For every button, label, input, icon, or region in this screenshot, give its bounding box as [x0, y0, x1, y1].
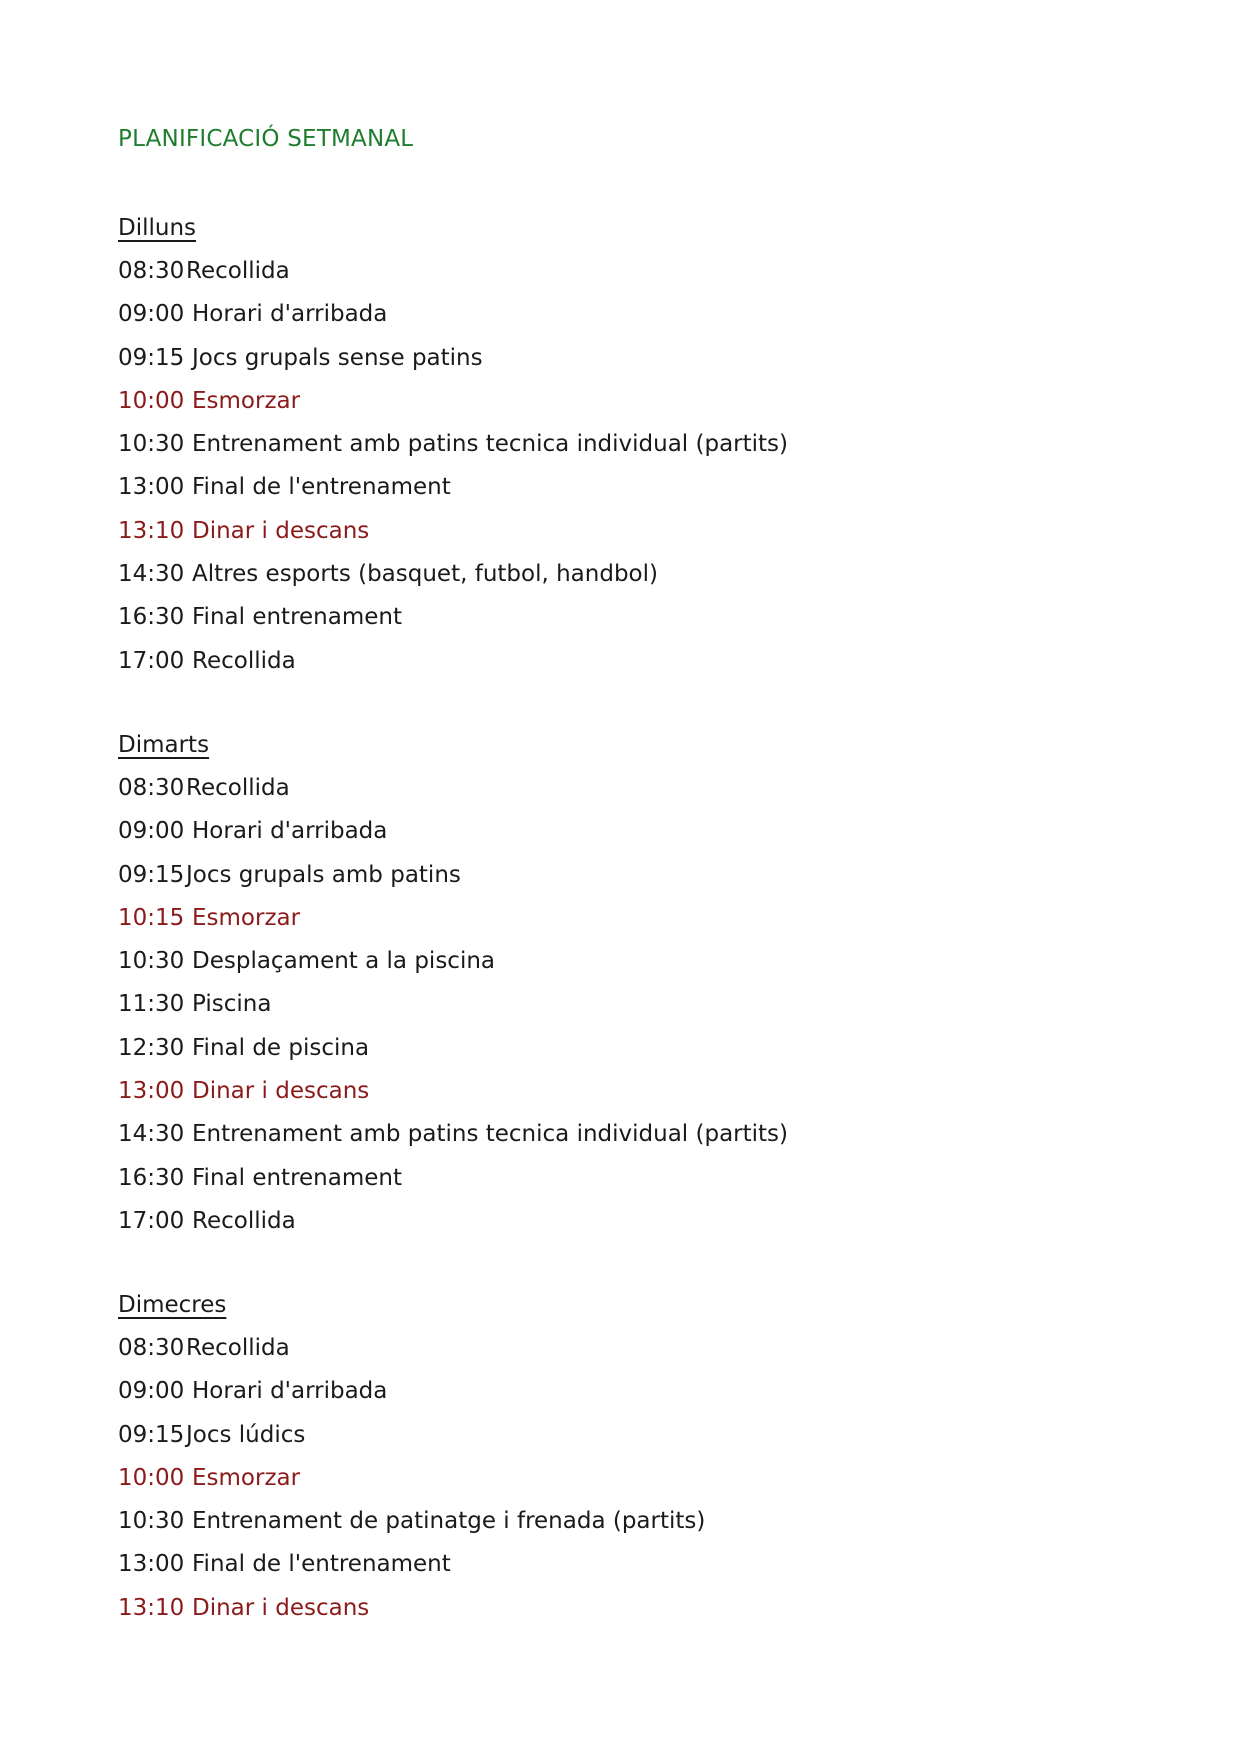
entry-activity: Entrenament de patinatge i frenada (partits) — [192, 1508, 706, 1535]
entry-time: 09:15 — [118, 1421, 185, 1448]
entry-time: 09:15 — [118, 344, 185, 371]
entry-activity: Entrenament amb patins tecnica individual (partits) — [192, 431, 789, 458]
schedule-entry — [118, 1327, 1018, 1370]
entry-activity: Piscina — [192, 991, 272, 1018]
entry-time: 17:00 — [118, 647, 185, 674]
entry-time: 08:30 — [118, 1335, 185, 1361]
entry-time: 13:00 — [118, 1551, 185, 1578]
entry-activity: Horari d'arribada — [192, 1378, 388, 1405]
entry-time: 16:30 — [118, 1164, 185, 1191]
schedule-entry — [118, 293, 1018, 336]
schedule-entry — [118, 767, 1018, 810]
entry-time: 09:00 — [118, 818, 185, 845]
entry-time: 13:00 — [118, 1078, 185, 1105]
schedule-entry — [118, 1157, 1018, 1200]
schedule-entry — [118, 596, 1018, 639]
schedule-entry — [118, 250, 1018, 293]
schedule-entry — [118, 1113, 1018, 1156]
schedule-entry — [118, 1027, 1018, 1070]
schedule-entry — [118, 640, 1018, 683]
entry-time: 10:30 — [118, 431, 185, 458]
schedule-entry-meal — [118, 1457, 1018, 1500]
entry-activity: Esmorzar — [192, 387, 301, 414]
entry-time: 10:00 — [118, 1464, 185, 1491]
schedule-entry-meal — [118, 897, 1018, 940]
entry-activity: Final entrenament — [192, 1164, 402, 1191]
entry-activity: Recollida — [186, 1335, 290, 1361]
entry-time: 10:30 — [118, 1508, 185, 1535]
entry-activity: Entrenament amb patins tecnica individual (partits) — [192, 1121, 789, 1148]
schedule-entry — [118, 1500, 1018, 1543]
entry-time: 10:00 — [118, 387, 185, 414]
schedule-list — [118, 1327, 1018, 1630]
page-title: PLANIFICACIÓ SETMANAL — [118, 126, 414, 152]
schedule-entry — [118, 337, 1018, 380]
schedule-entry-meal — [118, 380, 1018, 423]
entry-activity: Recollida — [192, 647, 296, 674]
entry-activity: Dinar i descans — [192, 1594, 370, 1621]
entry-time: 10:15 — [118, 904, 185, 931]
entry-activity: Recollida — [186, 258, 290, 284]
entry-activity: Jocs grupals sense patins — [192, 344, 483, 371]
entry-activity: Esmorzar — [192, 1464, 301, 1491]
day-heading: Dimarts — [118, 732, 210, 758]
entry-time: 16:30 — [118, 604, 185, 631]
entry-activity: Dinar i descans — [192, 517, 370, 544]
entry-activity: Dinar i descans — [192, 1078, 370, 1105]
entry-time: 13:10 — [118, 517, 185, 544]
schedule-entry — [118, 1414, 1018, 1457]
schedule-entry-meal — [118, 510, 1018, 553]
entry-activity: Final de piscina — [192, 1034, 370, 1061]
schedule-entry — [118, 553, 1018, 596]
day-section-dimecres — [118, 1284, 1018, 1630]
schedule-list — [118, 767, 1018, 1243]
schedule-entry-meal — [118, 1070, 1018, 1113]
entry-activity: Desplaçament a la piscina — [192, 948, 496, 975]
entry-activity: Final entrenament — [192, 604, 402, 631]
day-section-dimarts — [118, 724, 1018, 1243]
schedule-entry — [118, 423, 1018, 466]
day-heading: Dimecres — [118, 1292, 227, 1318]
schedule-entry — [118, 1200, 1018, 1243]
entry-time: 11:30 — [118, 991, 185, 1018]
entry-activity: Final de l'entrenament — [192, 1551, 451, 1578]
entry-time: 09:15 — [118, 861, 185, 888]
entry-time: 10:30 — [118, 948, 185, 975]
schedule-list — [118, 250, 1018, 683]
entry-activity: Jocs grupals amb patins — [186, 861, 461, 888]
schedule-entry — [118, 1370, 1018, 1413]
entry-activity: Jocs lúdics — [186, 1421, 306, 1448]
day-heading: Dilluns — [118, 215, 197, 241]
entry-activity: Final de l'entrenament — [192, 474, 451, 501]
entry-time: 08:30 — [118, 775, 185, 801]
entry-time: 14:30 — [118, 561, 185, 588]
entry-time: 17:00 — [118, 1207, 185, 1234]
entry-activity: Altres esports (basquet, futbol, handbol) — [192, 561, 658, 588]
entry-activity: Recollida — [186, 775, 290, 801]
entry-time: 13:00 — [118, 474, 185, 501]
entry-time: 12:30 — [118, 1034, 185, 1061]
schedule-entry — [118, 983, 1018, 1026]
entry-activity: Recollida — [192, 1207, 296, 1234]
entry-time: 09:00 — [118, 1378, 185, 1405]
entry-activity: Horari d'arribada — [192, 301, 388, 328]
schedule-entry — [118, 1543, 1018, 1586]
entry-activity: Esmorzar — [192, 904, 301, 931]
entry-time: 09:00 — [118, 301, 185, 328]
entry-time: 14:30 — [118, 1121, 185, 1148]
entry-time: 08:30 — [118, 258, 185, 284]
day-section-dilluns — [118, 207, 1018, 683]
entry-activity: Horari d'arribada — [192, 818, 388, 845]
schedule-entry — [118, 466, 1018, 509]
schedule-entry — [118, 810, 1018, 853]
schedule-entry — [118, 940, 1018, 983]
schedule-entry — [118, 854, 1018, 897]
entry-time: 13:10 — [118, 1594, 185, 1621]
schedule-entry-meal — [118, 1587, 1018, 1630]
